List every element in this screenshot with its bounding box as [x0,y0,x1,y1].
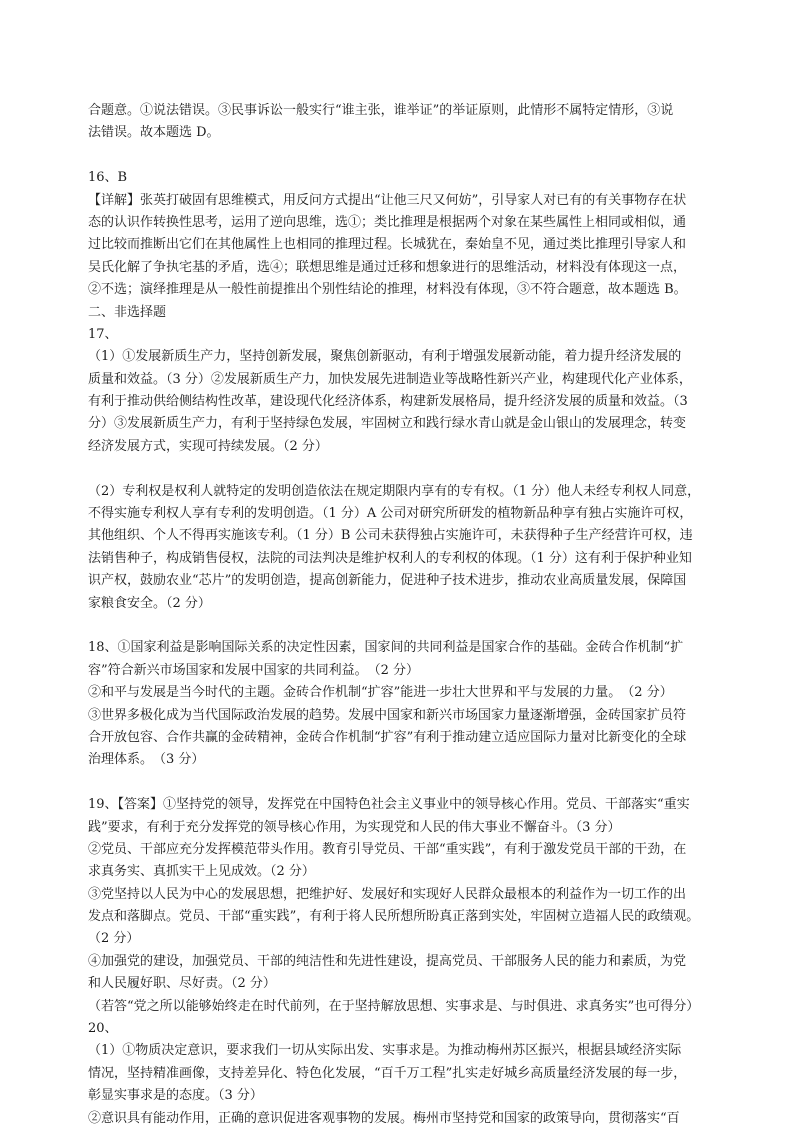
text-line: 质量和效益。（3 分）②发展新质生产力，加快发展先进制造业等战略性新兴产业，构建现代化产业体系， [88,371,692,387]
text-line: 法销售种子，构成销售侵权，法院的司法判决是维护权利人的专利权的体现。（1 分）这有利于保护种业知 [88,550,692,566]
text-line: 态的认识作转换性思考，运用了逆向思维，选①；类比推理是根据两个对象在某些属性上相同或相似，通 [88,214,687,230]
text-line: 求真务实、真抓实干上见成效。（2 分） [88,864,315,880]
text-line: 18、①国家利益是影响国际关系的决定性因素，国家间的共同利益是国家合作的基础。金砖合作机制“扩 [88,640,684,656]
text-line: ②意识具有能动作用，正确的意识促进客观事物的发展。梅州市坚持党和国家的政策导向，贯彻落实“百 [88,1110,680,1126]
text-line: 其他组织、个人不得再实施该专利。（1 分）B 公司未获得独占实施许可，未获得种子生产经营许可权，违 [88,528,693,544]
text-line: 不得实施专利权人享有专利的发明创造。（1 分）A 公司对研究所研发的植物新品种享有独占实施许可权， [88,506,693,522]
text-line: 过比较而推断出它们在其他属性上也相同的推理过程。长城犹在，秦始皇不见，通过类比推理引导家人和 [88,237,687,253]
text-line: 践”要求，有利于充分发挥党的领导核心作用，为实现党和人民的伟大事业不懈奋斗。（3 分） [88,819,621,835]
text-line: 合开放包容、合作共赢的金砖精神，金砖合作机制“扩容”有利于推动建立适应国际力量对比新变化的全球 [88,729,687,745]
text-line: 情况，坚持精准画像，支持差异化、特色化发展，“百千万工程”扎实走好城乡高质量经济发展的每一步， [88,1065,687,1081]
text-line: （1）①发展新质生产力，坚持创新发展，聚焦创新驱动，有利于增强发展新动能，着力提升经济发展的 [88,349,682,365]
text-line: 治理体系。 （3 分） [88,752,205,768]
text-line: ②不选；演绎推理是从一般性前提推出个别性结论的推理，材料没有体现，③不符合题意，故本题选 B。 [88,282,687,298]
text-line: 16、B [88,170,128,186]
text-line: 法错误。故本题选 D。 [88,125,220,141]
text-line: 有利于推动供给侧结构性改革，建设现代化经济体系，构建新发展格局，提升经济发展的质量和效益。（3 [88,394,688,410]
text-line: 20、 [88,1021,118,1037]
document-page [88,100,712,1130]
text-line: ③世界多极化成为当代国际政治发展的趋势。发展中国家和新兴市场国家力量逐渐增强，金砖国家扩员符 [88,707,687,723]
text-line: ②和平与发展是当今时代的主题。金砖合作机制“扩容”能进一步壮大世界和平与发展的力量。 （2 分） [88,685,673,701]
text-line: 经济发展方式，实现可持续发展。（2 分） [88,438,328,454]
text-line: 17、 [88,326,118,342]
text-line: 容”符合新兴市场国家和发展中国家的共同利益。 （2 分） [88,662,420,678]
text-line: 吴氏化解了争执宅基的矛盾，选④；联想思维是通过迁移和想象进行的思维活动，材料没有体现这一点， [88,259,687,275]
paragraph-gap [88,772,712,794]
text-line: 和人民履好职、尽好责。（2 分） [88,976,276,992]
text-line: ④加强党的建设，加强党员、干部的纯洁性和先进性建设，提高党员、干部服务人民的能力和素质，为党 [88,953,687,969]
text-line: （1）①物质决定意识，要求我们一切从实际出发、实事求是。为推动梅州苏区振兴，根据县域经济实际 [88,1043,682,1059]
text-line: （2）专利权是权利人就特定的发明创造依法在规定期限内享有的专有权。（1 分）他人未经专利权人同意， [88,483,701,499]
text-line: 识产权，鼓励农业“芯片”的发明创造，提高创新能力，促进种子技术进步，推动农业高质量发展，保障国 [88,573,687,589]
text-line: ③党坚持以人民为中心的发展思想，把维护好、发展好和实现好人民群众最根本的利益作为一切工作的出 [88,886,687,902]
text-line: ②党员、干部应充分发挥模范带头作用。教育引导党员、干部“重实践”，有利于激发党员干部的干劲，在 [88,841,687,857]
text-line: 彰显实事求是的态度。（3 分） [88,1088,263,1104]
text-line: （2 分） [88,931,140,947]
paragraph-gap [88,458,712,480]
text-line: 分）③发展新质生产力，有利于坚持绿色发展，牢固树立和践行绿水青山就是金山银山的发展理念，转变 [88,416,687,432]
text-line: 合题意。①说法错误。③民事诉讼一般实行“谁主张，谁举证”的举证原则，此情形不属特定情形，③说 [88,103,674,118]
text-line: 发点和落脚点。党员、干部“重实践”，有利于将人民所想所盼真正落到实处，牢固树立造福人民的政绩观。 [88,909,700,925]
paragraph-gap [88,145,712,167]
paragraph-gap [88,615,712,637]
text-line: 家粮食安全。（2 分） [88,595,211,611]
text-line: （若答“党之所以能够始终走在时代前列，在于坚持解放思想、实事求是、与时俱进、求真务实”也可得分） [88,998,700,1014]
text-line: 【详解】张英打破固有思维模式，用反问方式提出“让他三尺又何妨”，引导家人对已有的有关事物存在状 [88,192,687,208]
text-line: 19、【答案】①坚持党的领导，发挥党在中国特色社会主义事业中的领导核心作用。党员、干部落实“重实 [88,797,690,813]
text-line: 二、非选择题 [88,304,167,320]
